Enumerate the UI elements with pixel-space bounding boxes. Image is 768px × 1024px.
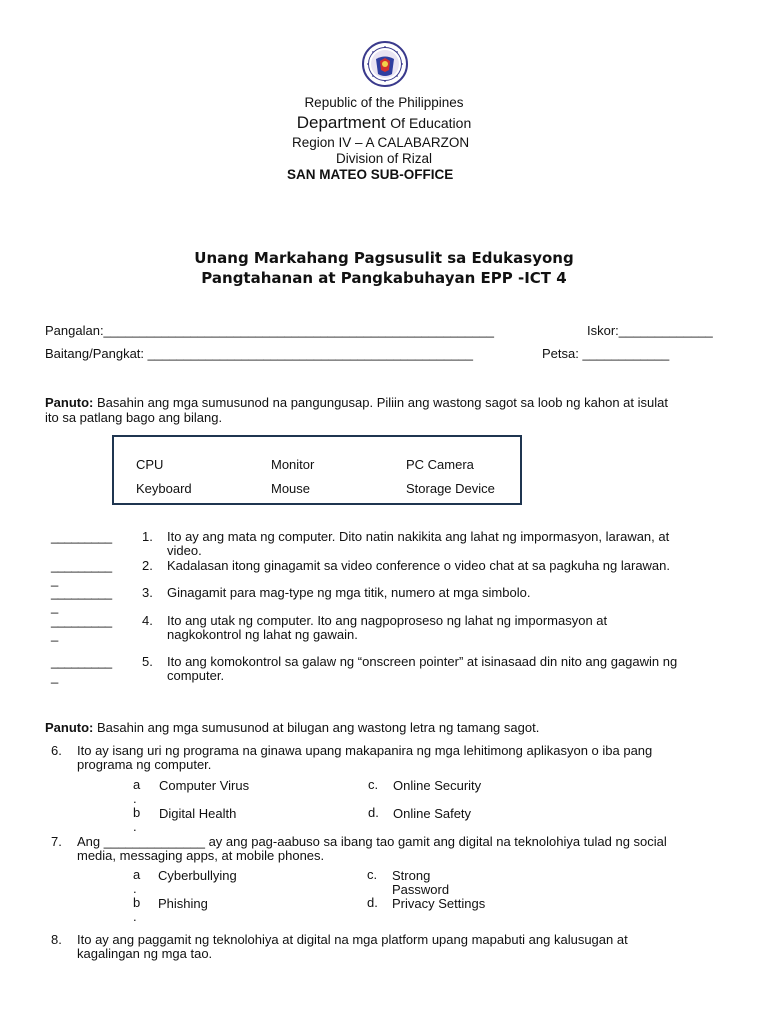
option-dot-7b: .	[133, 909, 137, 924]
option-letter-6a: a	[133, 777, 141, 792]
deped-seal-logo	[362, 41, 408, 87]
question-number-6: 6.	[51, 743, 62, 758]
choice-monitor: Monitor	[271, 457, 315, 472]
answer-blank-5b: _	[51, 669, 58, 684]
item-text-4: Ito ang utak ng computer. Ito ang nagpoproseso ng lahat ng impormasyon at	[167, 613, 608, 628]
item-number-4: 4.	[142, 613, 153, 628]
instruction-1: Panuto: Basahin ang mga sumusunod na pangungusap. Piliin ang wastong sagot sa loob ng kahon at isulat	[45, 395, 668, 410]
grade-section-field[interactable]: Baitang/Pangkat: _____________________________________________	[45, 346, 473, 361]
choice-storage-device: Storage Device	[406, 481, 495, 496]
item-number-3: 3.	[142, 585, 153, 600]
answer-blank-5[interactable]: _________	[51, 654, 112, 669]
question-text-7b: media, messaging apps, at mobile phones.	[77, 848, 325, 863]
option-6c[interactable]: Online Security	[393, 778, 482, 793]
item-number-1: 1.	[142, 529, 153, 544]
item-text-1: Ito ay ang mata ng computer. Dito natin nakikita ang lahat ng impormasyon, larawan, at	[167, 529, 670, 544]
exam-title-line2: Pangtahanan at Pangkabuhayan EPP -ICT 4	[201, 269, 567, 287]
answer-blank-2b: _	[51, 572, 58, 587]
answer-blank-1[interactable]: _________	[51, 529, 112, 544]
question-text-6b: programa ng computer.	[77, 757, 212, 772]
item-text-3: Ginagamit para mag-type ng mga titik, numero at mga simbolo.	[167, 585, 531, 600]
option-7b[interactable]: Phishing	[158, 896, 208, 911]
division-heading: Division of Rizal	[336, 151, 433, 166]
choice-keyboard: Keyboard	[136, 481, 192, 496]
instruction-2: Panuto: Basahin ang mga sumusunod at bilugan ang wastong letra ng tamang sagot.	[45, 720, 540, 735]
department-heading: Department Of Education	[296, 113, 472, 132]
office-heading: SAN MATEO SUB-OFFICE	[287, 167, 454, 182]
choice-mouse: Mouse	[271, 481, 311, 496]
option-dot-6a: .	[133, 791, 137, 806]
item-number-5: 5.	[142, 654, 153, 669]
instruction-1-cont: ito sa patlang bago ang bilang.	[45, 410, 223, 425]
republic-heading: Republic of the Philippines	[304, 95, 464, 110]
answer-blank-2[interactable]: _________	[51, 558, 112, 573]
score-field[interactable]: Iskor:_____________	[587, 323, 713, 338]
question-text-8: Ito ay ang paggamit ng teknolohiya at digital na mga platform upang mapabuti ang kalusugan at	[77, 932, 628, 947]
option-dot-7a: .	[133, 881, 137, 896]
item-text-5b: computer.	[167, 668, 225, 683]
item-text-1b: video.	[167, 543, 202, 558]
region-heading: Region IV – A CALABARZON	[292, 135, 470, 150]
option-letter-7d: d.	[367, 895, 378, 910]
option-6a[interactable]: Computer Virus	[159, 778, 250, 793]
choice-pc-camera: PC Camera	[406, 457, 474, 472]
question-text-8b: kagalingan ng mga tao.	[77, 946, 213, 961]
option-dot-6b: .	[133, 819, 137, 834]
option-6b[interactable]: Digital Health	[159, 806, 237, 821]
item-text-5: Ito ang komokontrol sa galaw ng “onscreen pointer” at isinasaad din nito ang gagawin ng	[167, 654, 678, 669]
answer-blank-4b: _	[51, 627, 58, 642]
option-letter-7c: c.	[367, 867, 378, 882]
option-letter-7a: a	[133, 867, 141, 882]
question-text-7: Ang ______________ ay ang pag-aabuso sa ibang tao gamit ang digital na teknolohiya tulad ng social	[77, 834, 667, 849]
option-7c[interactable]: Strong	[392, 868, 431, 883]
option-7c-cont[interactable]: Password	[392, 882, 450, 897]
item-text-4b: nagkokontrol ng lahat ng gawain.	[167, 627, 358, 642]
item-number-2: 2.	[142, 558, 153, 573]
item-text-2: Kadalasan itong ginagamit sa video conference o video chat at sa pagkuha ng larawan.	[167, 558, 671, 573]
answer-blank-3[interactable]: _________	[51, 585, 112, 600]
option-letter-7b: b	[133, 895, 141, 910]
question-text-6: Ito ay isang uri ng programa na ginawa upang makapanira ng mga lehitimong aplikasyon o iba pang	[77, 743, 653, 758]
question-number-8: 8.	[51, 932, 62, 947]
choice-cpu: CPU	[136, 457, 164, 472]
answer-blank-3b: _	[51, 599, 58, 614]
option-7a[interactable]: Cyberbullying	[158, 868, 237, 883]
question-number-7: 7.	[51, 834, 62, 849]
answer-blank-4[interactable]: _________	[51, 613, 112, 628]
option-letter-6d: d.	[368, 805, 379, 820]
exam-title-line1: Unang Markahang Pagsusulit sa Edukasyong	[194, 249, 574, 267]
name-field[interactable]: Pangalan:______________________________________________________	[45, 323, 494, 338]
date-field[interactable]: Petsa: ____________	[542, 346, 670, 361]
option-7d[interactable]: Privacy Settings	[392, 896, 486, 911]
option-6d[interactable]: Online Safety	[393, 806, 472, 821]
option-letter-6b: b	[133, 805, 141, 820]
option-letter-6c: c.	[368, 777, 379, 792]
